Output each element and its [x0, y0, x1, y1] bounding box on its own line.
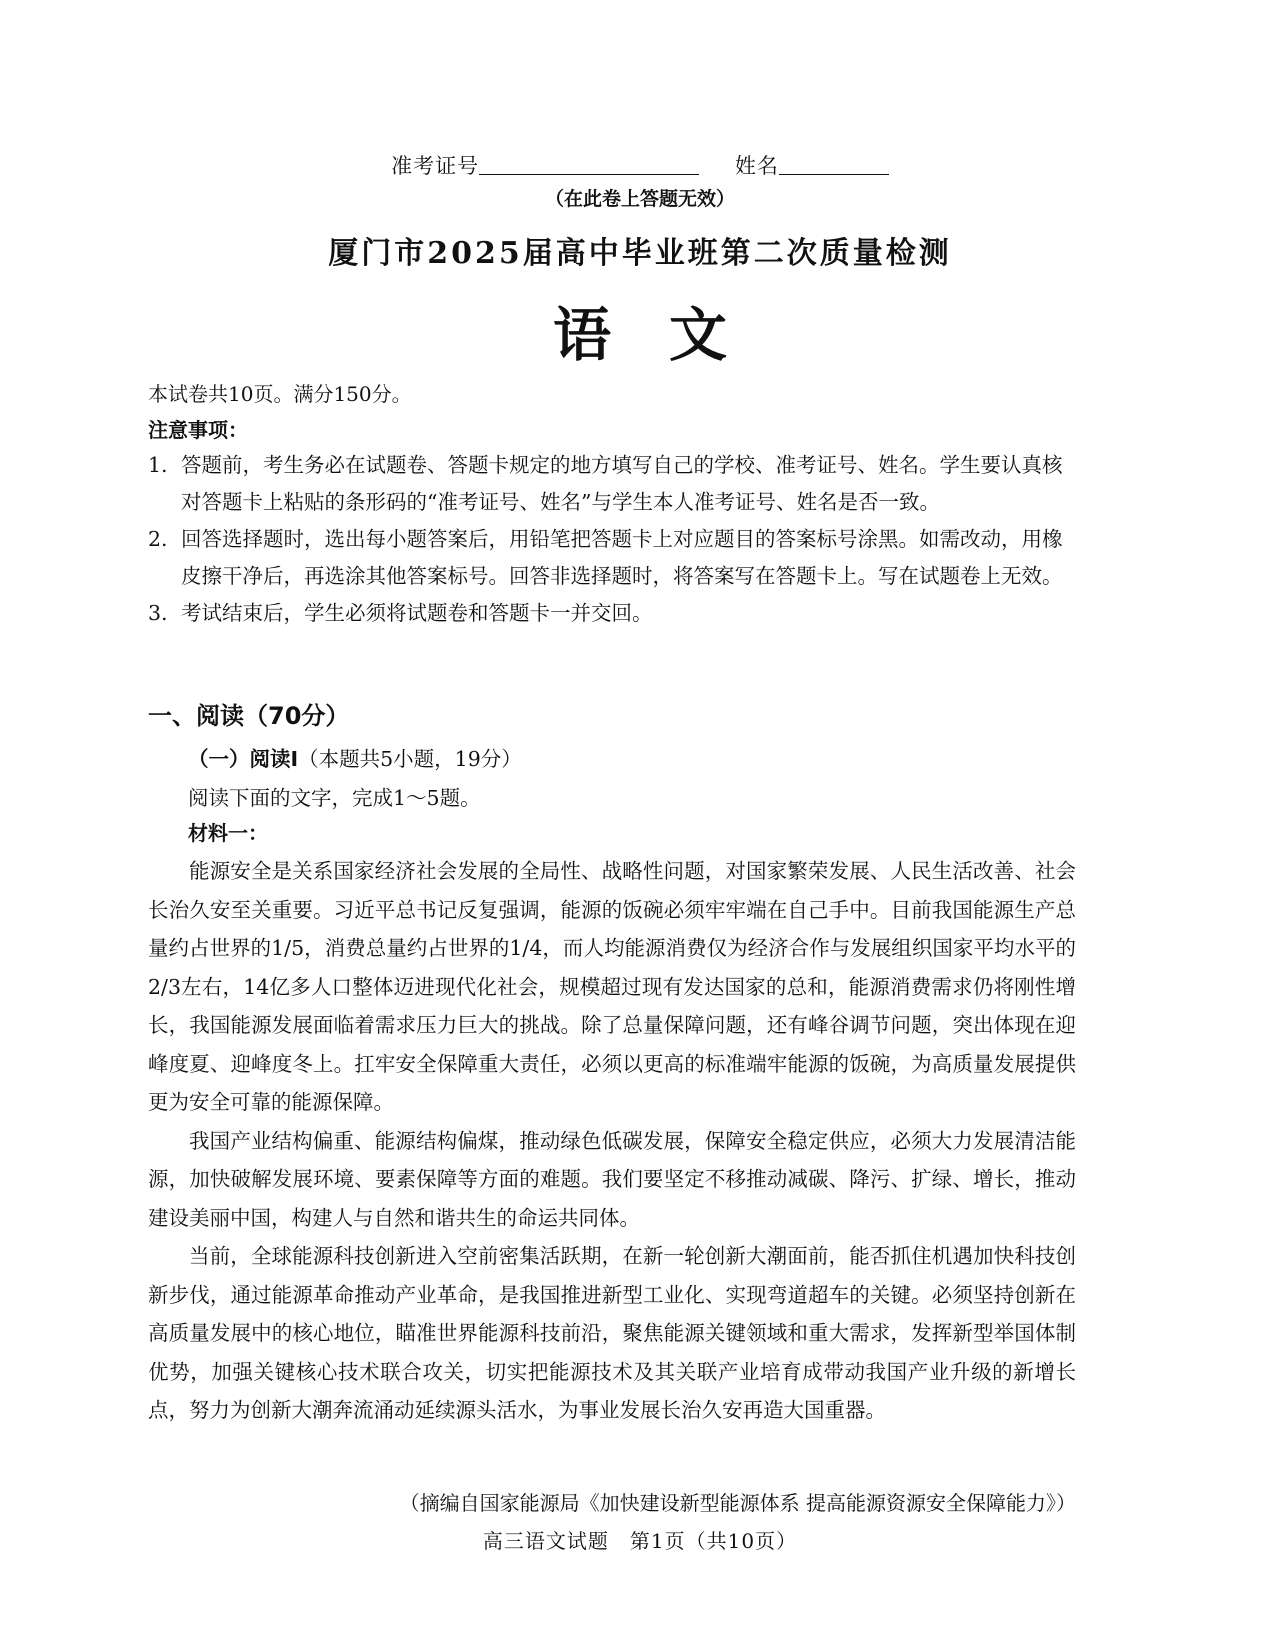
- exam-id-blank: [479, 154, 699, 175]
- note-item: [148, 521, 1076, 595]
- notes-heading: 注意事项：: [148, 418, 248, 442]
- exam-summary: 本试卷共10页。满分150分。: [148, 382, 412, 406]
- section-title: 一、阅读（70分）: [148, 702, 350, 730]
- article-paragraph: 我国产业结构偏重、能源结构偏煤，推动绿色低碳发展，保障安全稳定供应，必须大力发展清洁能源，加快破解发展环境、要素保障等方面的难题。我们要坚定不移推动减碳、降污、扩绿、增长，推动建设美丽中国，构建人与自然和谐共生的命运共同体。: [148, 1128, 1076, 1230]
- subsection-title-detail: （本题共5小题，19分）: [298, 747, 522, 771]
- note-text: 考试结束后，学生必须将试题卷和答题卡一并交回。: [181, 601, 653, 625]
- article-paragraph: 能源安全是关系国家经济社会发展的全局性、战略性问题，对国家繁荣发展、人民生活改善、社会长治久安至关重要。习近平总书记反复强调，能源的饭碗必须牢牢端在自己手中。目前我国能源生产总量约占世界的1/5，消费总量约占世界的1/4，而人均能源消费仅为经济合作与发展组织国家平均水平的2/3左右，14亿多人口整体迈进现代化社会，规模超过现有发达国家的总和，能源消费需求仍将刚性增长，我国能源发展面临着需求压力巨大的挑战。除了总量保障问题，还有峰谷调节问题，突出体现在迎峰度夏、迎峰度冬上。扛牢安全保障重大责任，必须以更高的标准端牢能源的饭碗，为高质量发展提供更为安全可靠的能源保障。: [148, 859, 1076, 1114]
- note-item: [148, 447, 1076, 521]
- candidate-info-line: [0, 150, 1280, 180]
- name-blank: [779, 154, 889, 175]
- subsection-title: [188, 742, 1118, 772]
- note-number: 2.: [148, 527, 168, 551]
- invalid-answer-notice: （在此卷上答题无效）: [544, 188, 735, 210]
- note-text: 答题前，考生务必在试题卷、答题卡规定的地方填写自己的学校、准考证号、姓名。学生要认真核对答题卡上粘贴的条形码的“准考证号、姓名”与学生本人准考证号、姓名是否一致。: [181, 453, 1063, 514]
- subsection-title-main: （一）阅读Ⅰ: [188, 747, 299, 771]
- article-paragraph: 当前，全球能源科技创新进入空前密集活跃期，在新一轮创新大潮面前，能否抓住机遇加快科技创新步伐，通过能源革命推动产业革命，是我国推进新型工业化、实现弯道超车的关键。必须坚持创新在高质量发展中的核心地位，瞄准世界能源科技前沿，聚焦能源关键领域和重大需求，发挥新型举国体制优势，加强关键核心技术联合攻关，切实把能源技术及其关联产业培育成带动我国产业升级的新增长点，努力为创新大潮奔流涌动延续源头活水，为事业发展长治久安再造大国重器。: [148, 1244, 1076, 1422]
- exam-title: 厦门市2025届高中毕业班第二次质量检测: [328, 236, 952, 271]
- material-label: 材料一：: [188, 821, 268, 845]
- page-footer: 高三语文试题 第1页（共10页）: [482, 1529, 798, 1553]
- note-text: 回答选择题时，选出每小题答案后，用铅笔把答题卡上对应题目的答案标号涂黑。如需改动，用橡皮擦干净后，再选涂其他答案标号。回答非选择题时，将答案写在答题卡上。写在试题卷上无效。: [181, 527, 1063, 588]
- notes-list: [148, 447, 1076, 632]
- note-number: 1.: [148, 453, 168, 477]
- name-label: 姓名: [734, 154, 779, 178]
- article-source: （摘编自国家能源局《加快建设新型能源体系 提高能源资源安全保障能力》）: [399, 1491, 1076, 1515]
- note-item: [148, 595, 1076, 632]
- material-article: [148, 852, 1076, 1430]
- reading-instruction: 阅读下面的文字，完成1～5题。: [188, 786, 481, 810]
- subject-title: 语文: [552, 301, 785, 369]
- note-number: 3.: [148, 601, 168, 625]
- exam-id-label: 准考证号: [391, 154, 480, 178]
